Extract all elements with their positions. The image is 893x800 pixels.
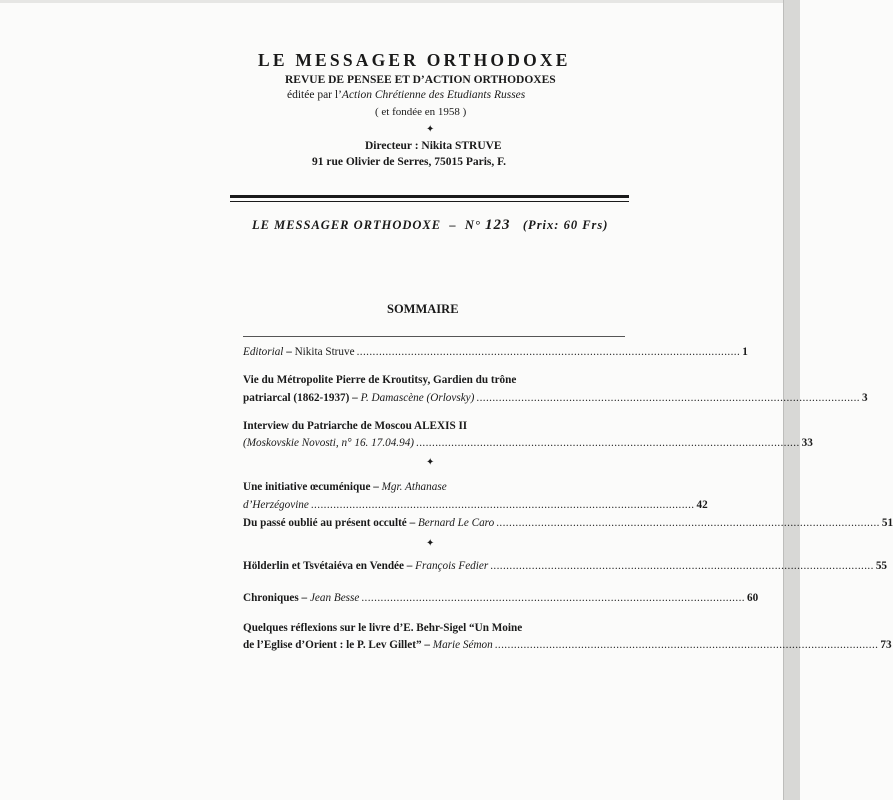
toc-entry-initiative-line2 (243, 499, 708, 511)
entry-dash: – (283, 346, 295, 358)
toc-entry-reflexions-line2 (243, 639, 892, 651)
leader-dots: ........................................................................................................................ (310, 499, 695, 511)
entry-title: Interview du Patriarche de Moscou ALEXIS II (243, 420, 468, 432)
leader-dots: ........................................................................................................................ (490, 560, 874, 572)
header-separator-icon: ✦ (426, 124, 435, 135)
entry-author: Marie Sémon (432, 639, 493, 651)
entry-page: 55 (875, 560, 887, 572)
leader-dots: ........................................................................................................................ (494, 639, 879, 651)
entry-page: 60 (746, 592, 759, 604)
entry-title: Chroniques – (243, 592, 310, 604)
double-rule-thin (230, 201, 629, 202)
entry-source: (Moskovskie Novosti, n° 16. 17.04.94) (243, 437, 415, 449)
entry-page: 33 (801, 437, 813, 449)
entry-title: Du passé oublié au présent occulté – (243, 517, 418, 529)
entry-page: 51 (881, 517, 893, 529)
leader-dots: ........................................................................................................................ (496, 517, 880, 529)
entry-author: François Fedier (415, 560, 489, 572)
leader-dots: ........................................................................................................................ (361, 592, 745, 604)
issue-line (252, 217, 608, 234)
address-line: 91 rue Olivier de Serres, 75015 Paris, F. (312, 156, 506, 168)
journal-title: LE MESSAGER ORTHODOXE (258, 50, 571, 70)
toc-entry-interview-line1 (243, 420, 629, 432)
director-line: Directeur : Nikita STRUVE (365, 140, 502, 152)
toc-entry-vie-line2 (243, 392, 868, 404)
sommaire-heading: SOMMAIRE (387, 302, 459, 316)
issue-number-prefix: N° (464, 218, 481, 232)
leader-dots: ........................................................................................................................ (356, 346, 741, 358)
founded-line: ( et fondée en 1958 ) (375, 106, 467, 118)
publisher-name: Action Chrétienne des Etudiants Russes (341, 89, 526, 101)
entry-title: Editorial (243, 346, 284, 358)
entry-author-cont: d’Herzégovine (243, 499, 309, 511)
entry-author: Jean Besse (309, 592, 360, 604)
journal-subtitle: REVUE DE PENSEE ET D’ACTION ORTHODOXES (285, 74, 556, 86)
page-top-strip (0, 0, 784, 3)
entry-page: 73 (880, 639, 892, 651)
entry-page: 42 (696, 499, 708, 511)
entry-title: Hölderlin et Tsvétaiéva en Vendée – (243, 560, 416, 572)
issue-price: (Prix: 60 Frs) (522, 218, 609, 232)
entry-author: Bernard Le Caro (417, 517, 495, 529)
toc-entry-initiative-line1 (243, 481, 629, 493)
leader-dots: ........................................................................................................................ (416, 437, 800, 449)
leader-dots: ........................................................................................................................ (476, 392, 860, 404)
toc-separator-icon: ✦ (426, 538, 435, 549)
toc-entry-editorial (243, 346, 748, 358)
entry-title: Une initiative œcuménique – (243, 481, 382, 493)
toc-separator-icon: ✦ (426, 457, 435, 468)
issue-journal: LE MESSAGER ORTHODOXE (252, 218, 442, 232)
entry-author: Nikita Struve (294, 346, 355, 358)
entry-title: Vie du Métropolite Pierre de Kroutitsy, Gardien du trône (243, 374, 517, 386)
publisher-line (287, 89, 525, 101)
toc-entry-reflexions-line1 (243, 622, 629, 634)
entry-title-cont: patriarcal (1862-1937) – (243, 392, 361, 404)
entry-author: Mgr. Athanase (381, 481, 447, 493)
double-rule-thick (230, 195, 629, 198)
issue-number: 123 (485, 217, 511, 233)
toc-entry-chroniques (243, 592, 759, 604)
publisher-prefix: éditée par l’ (287, 89, 342, 101)
toc-entry-passe (243, 517, 893, 529)
entry-title-cont: de l’Eglise d’Orient : le P. Lev Gillet” – (243, 639, 433, 651)
issue-dash: – (449, 218, 457, 232)
entry-page: 3 (862, 392, 868, 404)
toc-entry-interview-line2 (243, 437, 813, 449)
toc-entry-vie-line1 (243, 374, 629, 386)
entry-title: Quelques réflexions sur le livre d’E. Behr-Sigel “Un Moine (243, 622, 523, 634)
toc-entry-holderlin (243, 560, 887, 572)
entry-page: 1 (742, 346, 748, 358)
toc-top-rule (243, 336, 625, 337)
entry-author: P. Damascène (Orlovsky) (360, 392, 475, 404)
